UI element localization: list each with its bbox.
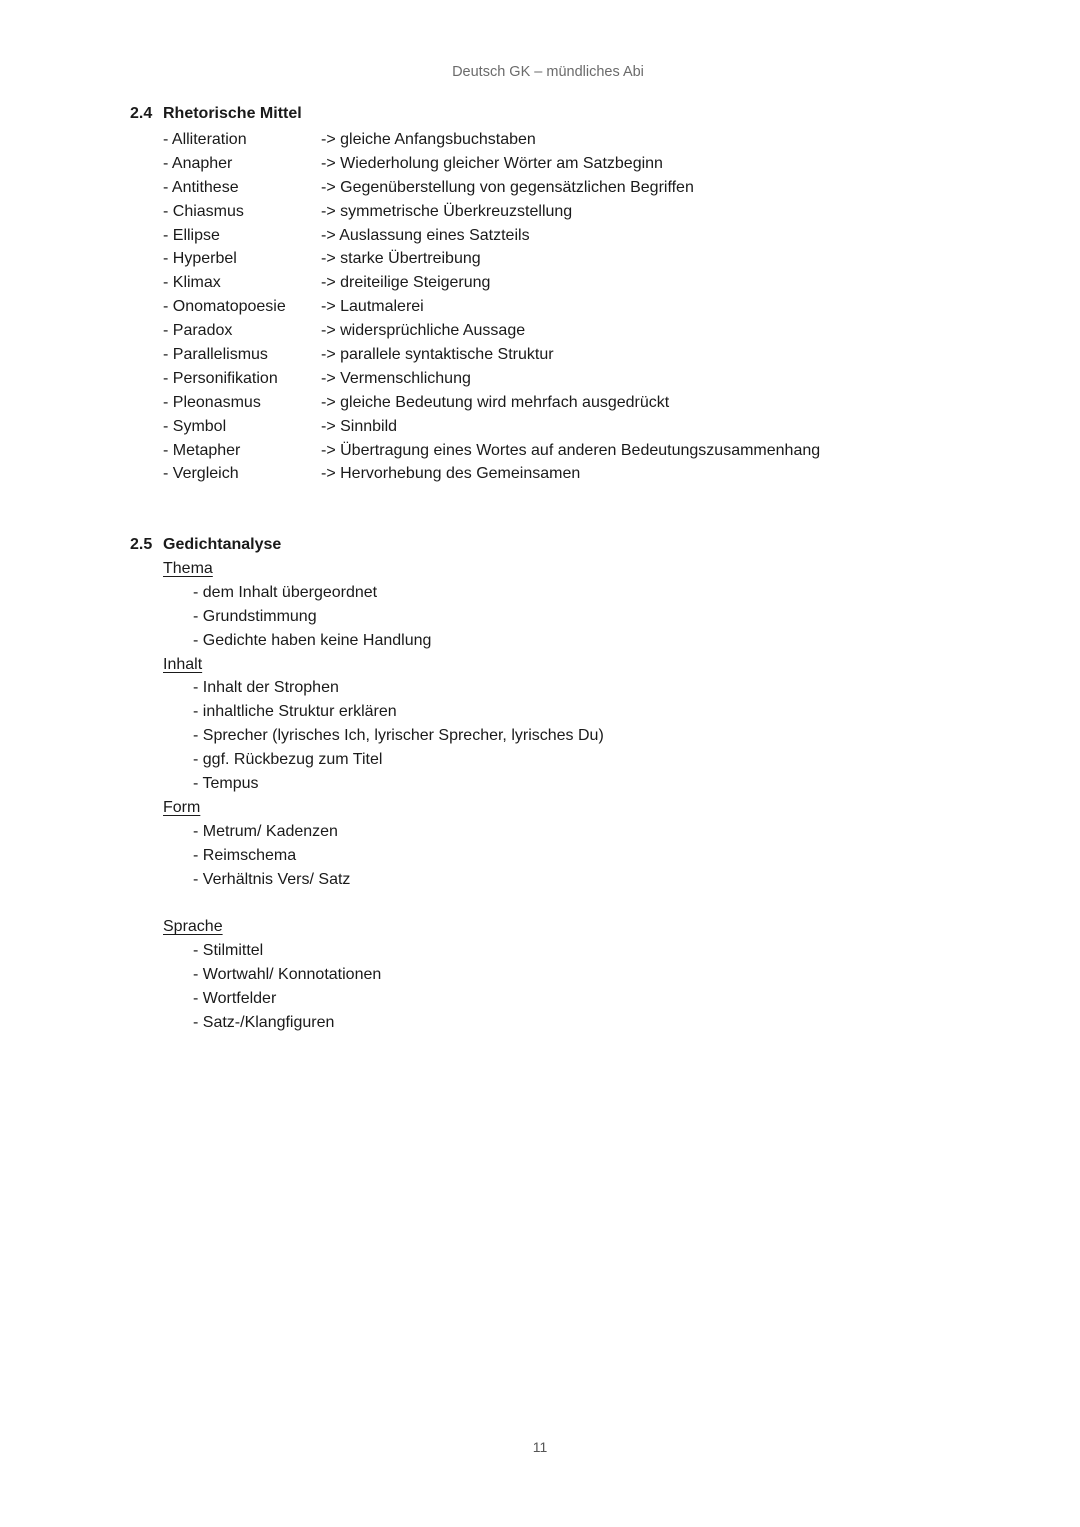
section-heading-gedichtanalyse bbox=[130, 536, 281, 554]
device-description: -> starke Übertreibung bbox=[321, 250, 481, 268]
rhetorical-devices-list bbox=[163, 128, 923, 486]
list-item bbox=[163, 176, 923, 200]
section-number: 2.4 bbox=[130, 105, 153, 122]
device-description: -> Wiederholung gleicher Wörter am Satzbeginn bbox=[321, 154, 663, 172]
subheading-thema: Thema bbox=[163, 560, 213, 577]
list-item bbox=[163, 439, 923, 463]
list-item: - Stilmittel bbox=[193, 942, 264, 960]
list-item: - inhaltliche Struktur erklären bbox=[193, 703, 397, 721]
subheading-form: Form bbox=[163, 798, 201, 816]
device-description: -> Hervorhebung des Gemeinsamen bbox=[321, 465, 581, 483]
list-item bbox=[163, 152, 923, 176]
list-item: - Gedichte haben keine Handlung bbox=[193, 631, 432, 649]
list-item bbox=[163, 295, 923, 319]
list-item: - Grundstimmung bbox=[193, 607, 317, 625]
list-item bbox=[163, 415, 923, 439]
device-term: - Alliteration bbox=[163, 131, 247, 148]
list-item: - ggf. Rückbezug zum Titel bbox=[193, 751, 383, 769]
section-heading-rhetorische-mittel bbox=[130, 105, 302, 123]
list-item: - Satz-/Klangfiguren bbox=[193, 1013, 335, 1031]
device-term: - Antithese bbox=[163, 178, 239, 196]
device-description: -> Vermenschlichung bbox=[321, 369, 471, 387]
list-item: - Inhalt der Strophen bbox=[193, 679, 339, 697]
device-term: - Chiasmus bbox=[163, 202, 244, 220]
device-description: -> widersprüchliche Aussage bbox=[321, 322, 526, 340]
section-number: 2.5 bbox=[130, 536, 153, 553]
list-item bbox=[163, 247, 923, 271]
list-item bbox=[163, 271, 923, 295]
list-item: - Wortfelder bbox=[193, 990, 277, 1008]
section-title: Rhetorische Mittel bbox=[163, 105, 302, 122]
list-item bbox=[163, 367, 923, 391]
poem-analysis-outline bbox=[163, 557, 604, 1035]
device-term: - Ellipse bbox=[163, 226, 220, 244]
list-item: - Tempus bbox=[193, 775, 259, 793]
device-term: - Hyperbel bbox=[163, 250, 237, 268]
device-term: - Vergleich bbox=[163, 465, 239, 483]
list-item: - Metrum/ Kadenzen bbox=[193, 822, 338, 840]
device-term: - Pleonasmus bbox=[163, 393, 261, 411]
device-description: -> Übertragung eines Wortes auf anderen Bedeutungszusammenhang bbox=[321, 441, 821, 459]
list-item bbox=[163, 462, 923, 486]
device-description: -> symmetrische Überkreuzstellung bbox=[321, 202, 573, 220]
spacer bbox=[163, 891, 604, 915]
device-description: -> gleiche Bedeutung wird mehrfach ausgedrückt bbox=[321, 393, 670, 411]
device-description: -> Auslassung eines Satzteils bbox=[321, 226, 530, 244]
device-term: - Klimax bbox=[163, 274, 221, 292]
section-title: Gedichtanalyse bbox=[163, 536, 282, 553]
list-item bbox=[163, 319, 923, 343]
list-item: - Sprecher (lyrisches Ich, lyrischer Sprecher, lyrisches Du) bbox=[193, 727, 604, 745]
device-term: - Symbol bbox=[163, 417, 227, 435]
subheading-inhalt: Inhalt bbox=[163, 655, 203, 673]
device-description: -> Lautmalerei bbox=[321, 298, 424, 316]
list-item bbox=[163, 128, 923, 152]
list-item bbox=[163, 343, 923, 367]
device-term: - Anapher bbox=[163, 154, 233, 172]
device-description: -> parallele syntaktische Struktur bbox=[321, 346, 554, 364]
device-description: -> Sinnbild bbox=[321, 417, 398, 435]
device-description: -> dreiteilige Steigerung bbox=[321, 274, 491, 292]
list-item: - Verhältnis Vers/ Satz bbox=[193, 870, 351, 888]
list-item: - Reimschema bbox=[193, 846, 297, 864]
subheading-sprache: Sprache bbox=[163, 918, 223, 936]
device-term: - Parallelismus bbox=[163, 346, 268, 364]
device-description: -> Gegenüberstellung von gegensätzlichen Begriffen bbox=[321, 178, 694, 196]
page-number: 11 bbox=[532, 1439, 548, 1455]
list-item bbox=[163, 391, 923, 415]
device-description: -> gleiche Anfangsbuchstaben bbox=[321, 131, 536, 148]
device-term: - Paradox bbox=[163, 322, 233, 340]
list-item bbox=[163, 224, 923, 248]
list-item: - Wortwahl/ Konnotationen bbox=[193, 966, 382, 984]
device-term: - Metapher bbox=[163, 441, 241, 459]
list-item: - dem Inhalt übergeordnet bbox=[193, 583, 378, 601]
list-item bbox=[163, 200, 923, 224]
page-header: Deutsch GK – mündliches Abi bbox=[452, 64, 644, 80]
device-term: - Onomatopoesie bbox=[163, 298, 286, 316]
device-term: - Personifikation bbox=[163, 369, 278, 387]
